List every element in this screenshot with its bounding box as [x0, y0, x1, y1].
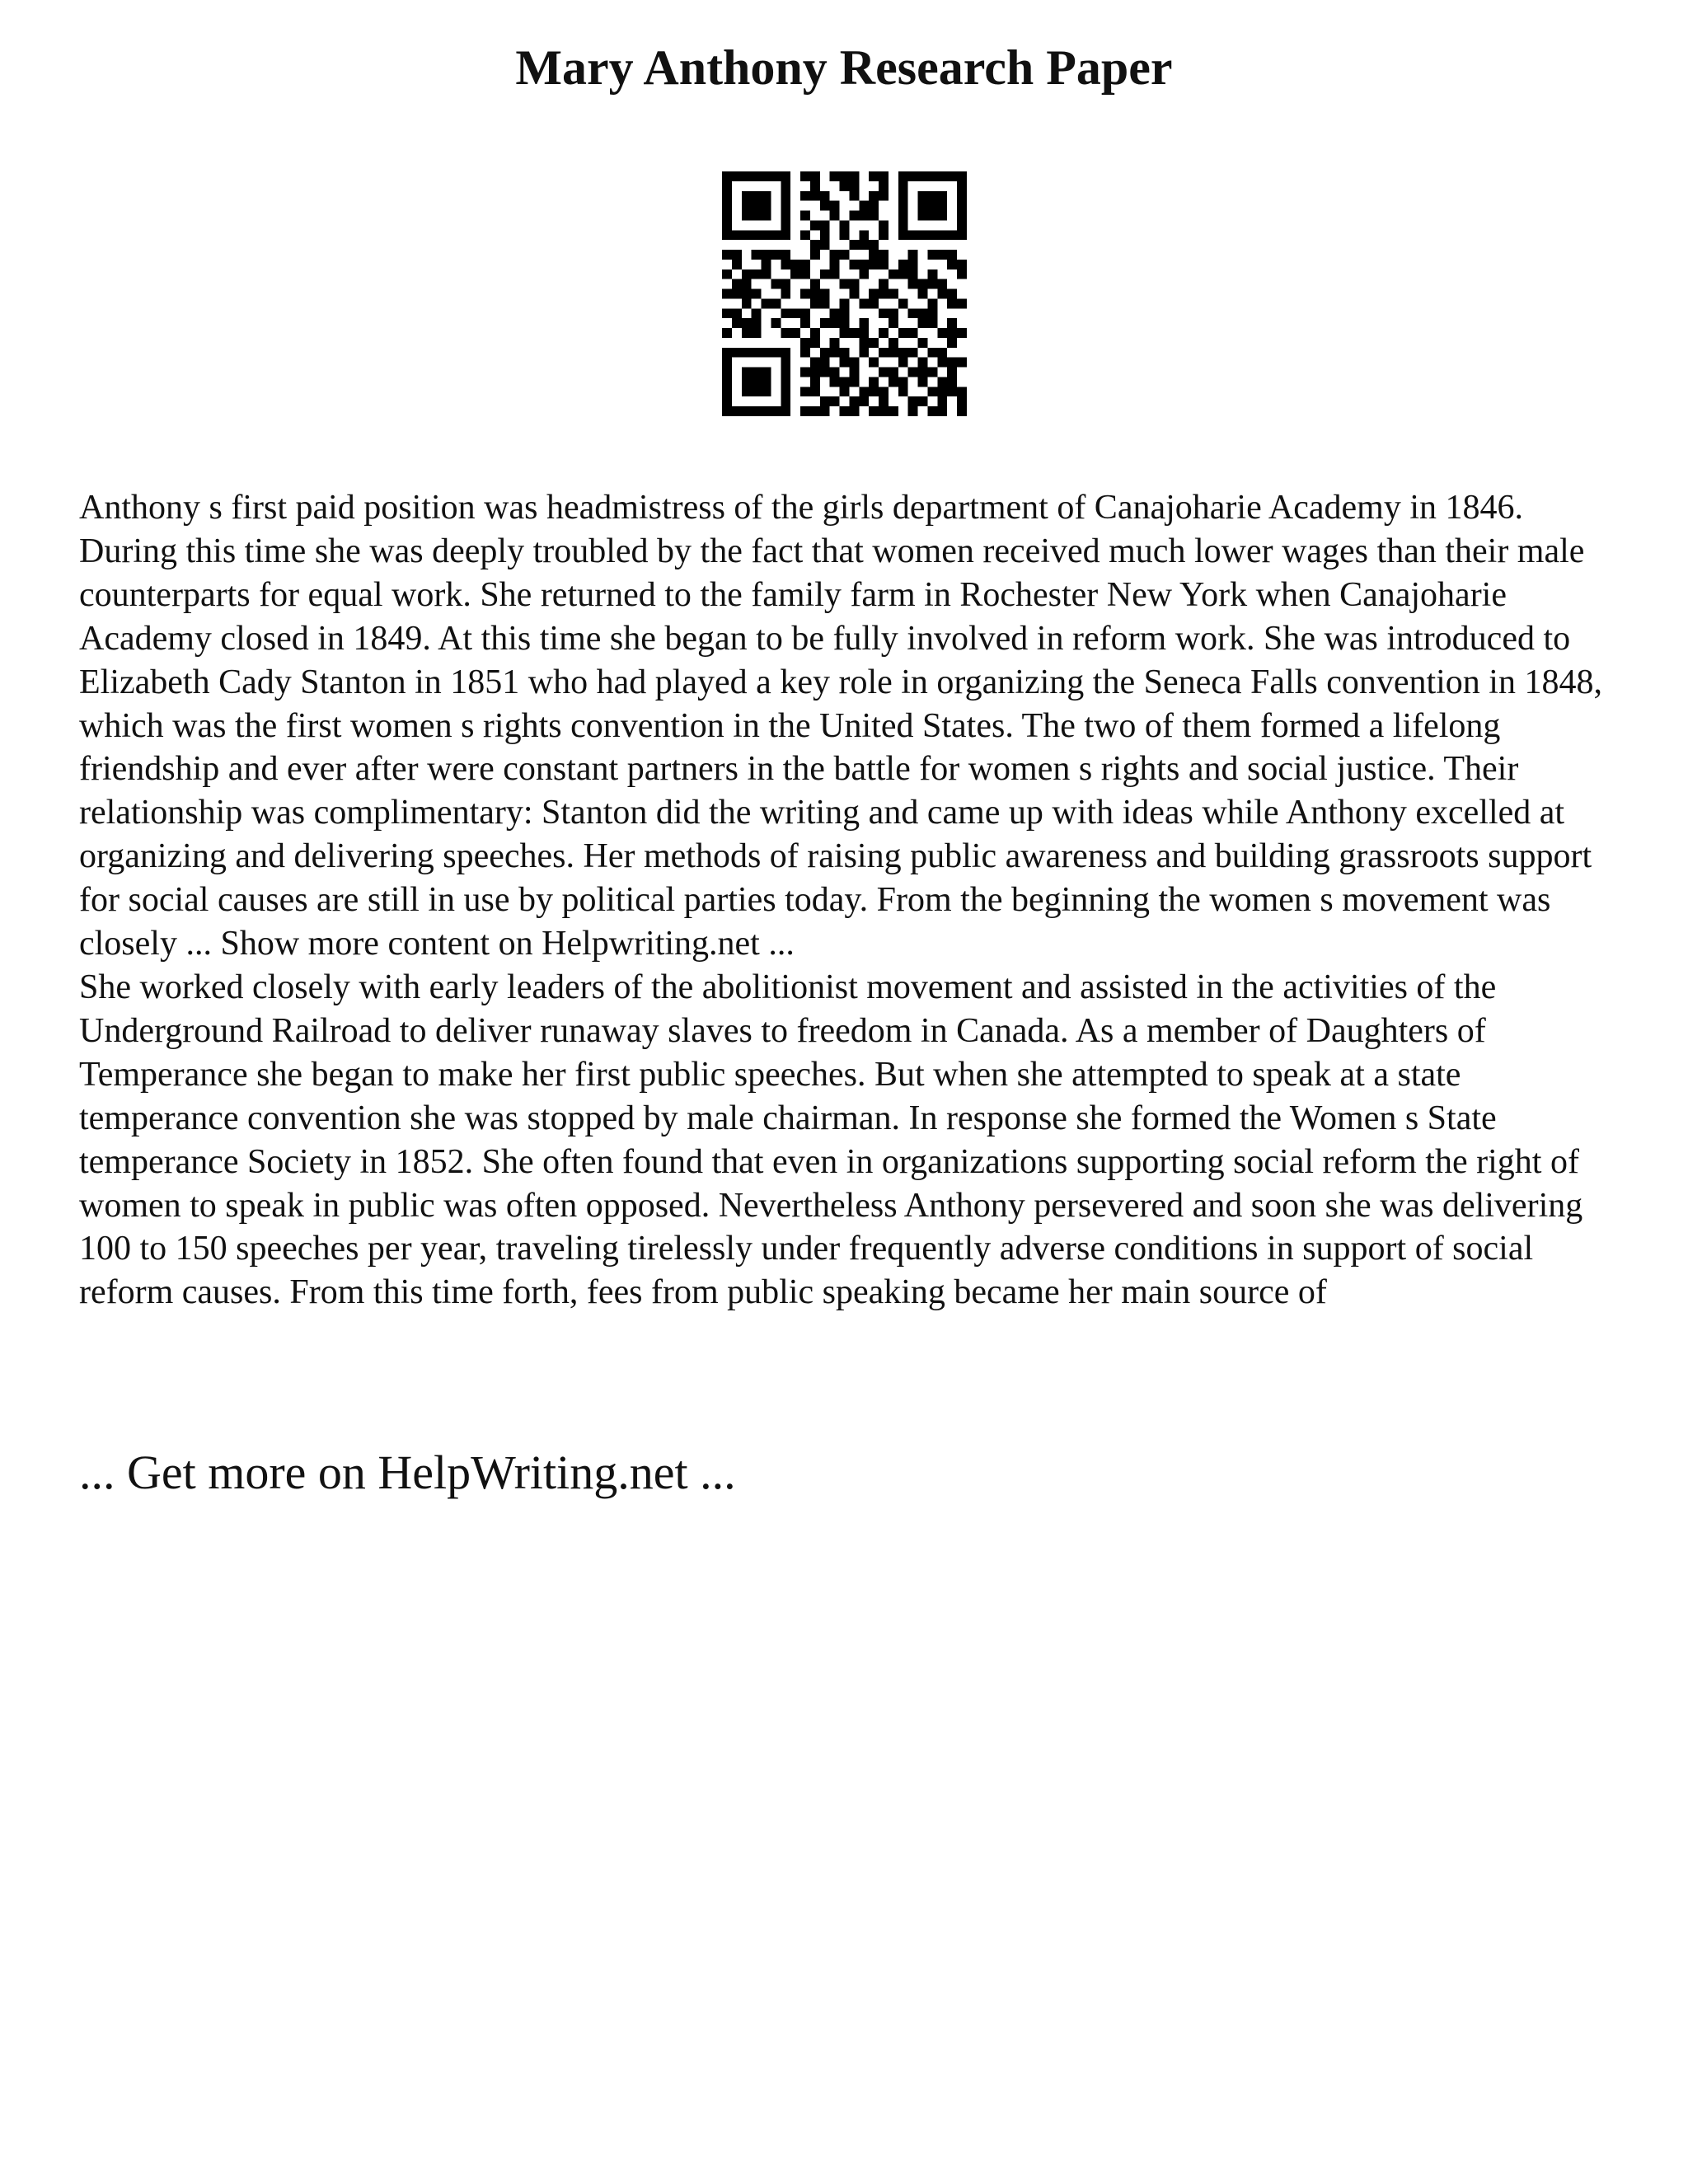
paragraph: She worked closely with early leaders of the abolitionist movement and assisted in the activities of the Underground Railroad to deliver runaway slaves to freedom in Canada. As a member of Daughters of Temperance she began to make her first public speeches. But when she attempted to speak at a state temperance convention she was stopped by male chairman. In response she formed the Women s State temperance Society in 1852. She often found that even in organizations supporting social reform the right of women to speak in public was often opposed. Nevertheless Anthony persevered and soon she was delivering 100 to 150 speeches per year, traveling tirelessly under frequently adverse conditions in support of social reform causes. From this time forth, fees from public speaking became her main source of [79, 968, 1583, 1312]
paragraph: Anthony s first paid position was headmistress of the girls department of Canajoharie Academy in 1846. During this time she was deeply troubled by the fact that women received much lower wages than their male counterparts for equal work. She returned to the family farm in Rochester New York when Canajoharie Academy closed in 1849. At this time she began to be fully involved in reform work. She was introduced to Elizabeth Cady Stanton in 1851 who had played a key role in organizing the Seneca Falls convention in 1848, which was the first women s rights convention in the United States. The two of them formed a lifelong friendship and ever after were constant partners in the battle for women s rights and social justice. Their relationship was complimentary: Stanton did the writing and came up with ideas while Anthony excelled at organizing and delivering speeches. Her methods of raising public awareness and building grassroots support for social causes are still in use by political parties today. From the beginning the women s movement was closely ... Show more content on Helpwriting.net ... [79, 489, 1602, 963]
body-text [79, 486, 1629, 1315]
get-more-link[interactable]: ... Get more on HelpWriting.net ... [79, 1446, 736, 1499]
document-title: Mary Anthony Research Paper [515, 40, 1173, 95]
qr-code-image [722, 171, 967, 416]
